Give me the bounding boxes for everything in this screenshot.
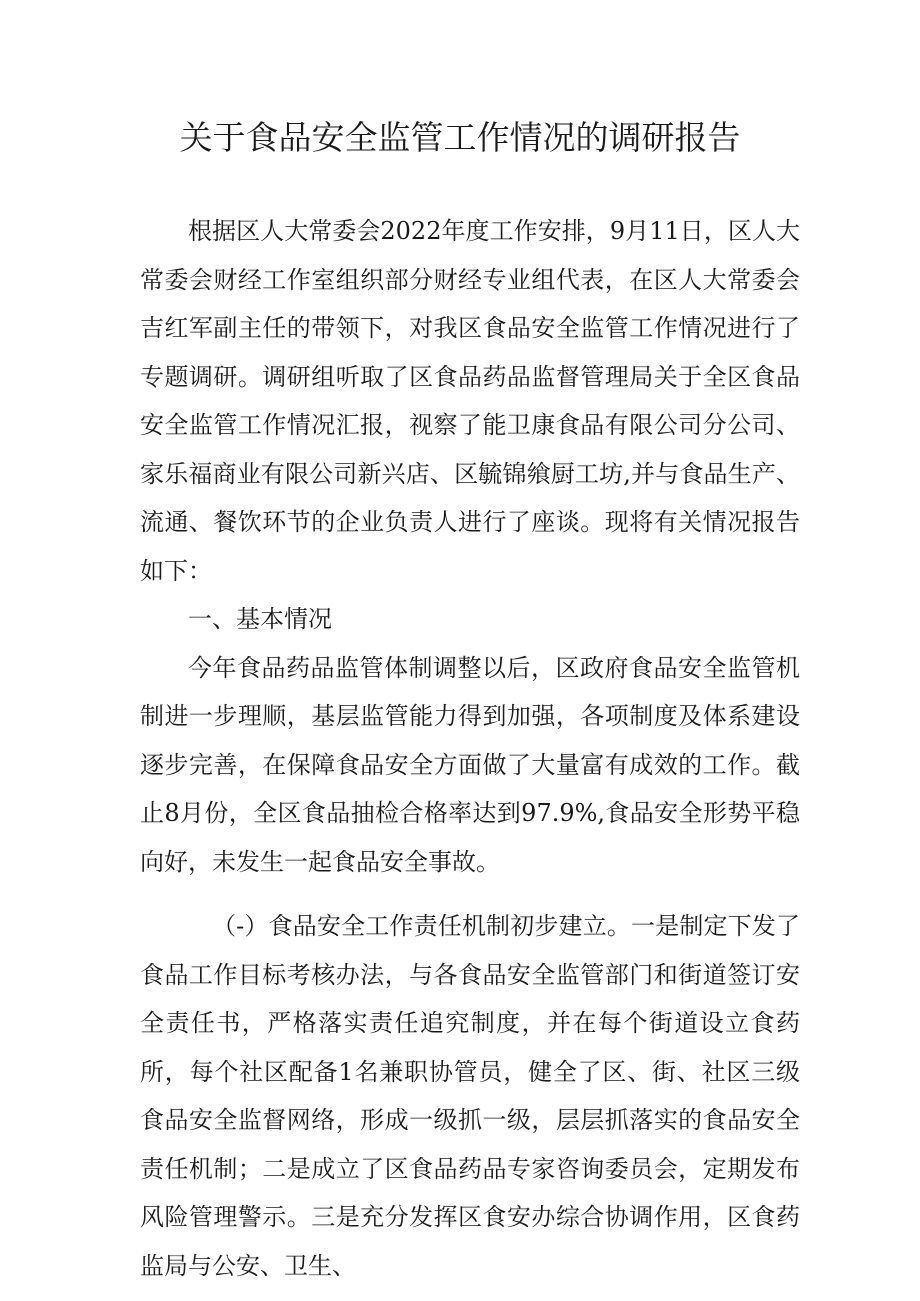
basic-situation-paragraph: 今年食品药品监管体制调整以后，区政府食品安全监管机制进一步理顺，基层监管能力得到加强，各项制度及体系建设逐步完善，在保障食品安全方面做了大量富有成效的工作。截止8月份，全区食品抽检合格率达到97.9%,食品安全形势平稳向好，未发生一起食品安全事故。 bbox=[140, 653, 800, 876]
document-body bbox=[140, 207, 800, 1290]
section-heading: 一、基本情况 bbox=[188, 605, 332, 633]
intro-paragraph: 根据区人大常委会2022年度工作安排，9月11日，区人大常委会财经工作室组织部分财经专业组代表，在区人大常委会吉红军副主任的带领下，对我区食品安全监管工作情况进行了专题调研。调研组听取了区食品药品监督管理局关于全区食品安全监管工作情况汇报，视察了能卫康食品有限公司分公司、家乐福商业有限公司新兴店、区毓锦飨厨工坊,并与食品生产、流通、餐饮环节的企业负责人进行了座谈。现将有关情况报告如下： bbox=[140, 217, 800, 585]
responsibility-mechanism-paragraph: （-）食品安全工作责任机制初步建立。一是制定下发了食品工作目标考核办法，与各食品安全监管部门和街道签订安全责任书，严格落实责任追究制度，并在每个街道设立食药所，每个社区配备1名兼职协管员，健全了区、街、社区三级食品安全监督网络，形成一级抓一级，层层抓落实的食品安全责任机制；二是成立了区食品药品专家咨询委员会，定期发布风险管理警示。三是充分发挥区食安办综合协调作用，区食药监局与公安、卫生、 bbox=[140, 912, 800, 1280]
document-title: 关于食品安全监管工作情况的调研报告 bbox=[179, 118, 741, 157]
